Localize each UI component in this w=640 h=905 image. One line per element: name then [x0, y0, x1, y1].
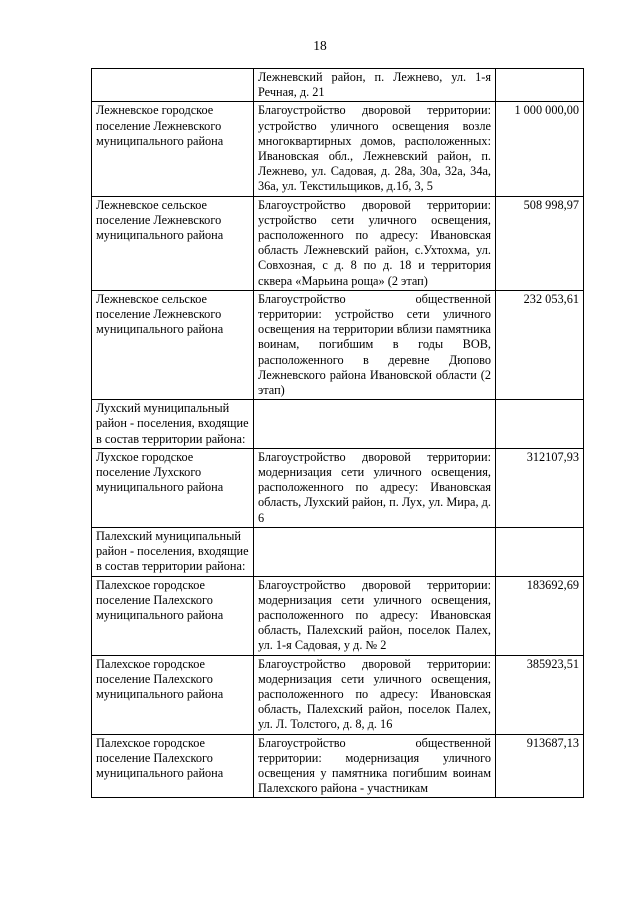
description-cell: Благоустройство дворовой территории: модернизация сети уличного освещения, расположенного по адресу: Ивановская область, Палехский район, поселок Палех, ул. 1-я Садовая, у д. № 2: [254, 576, 496, 655]
amount-cell: [496, 69, 584, 102]
region-cell: Лухское городское поселение Лухского муниципального района: [92, 448, 254, 527]
description-cell: Лежневский район, п. Лежнево, ул. 1-я Речная, д. 21: [254, 69, 496, 102]
table-row: [92, 290, 584, 399]
table-row: [92, 400, 584, 449]
region-cell: Лежневское сельское поселение Лежневского муниципального района: [92, 290, 254, 399]
table-row: [92, 576, 584, 655]
amount-cell: [496, 400, 584, 449]
description-cell: Благоустройство общественной территории: модернизация уличного освещения у памятника погибшим воинам Палехского района - участникам: [254, 734, 496, 798]
region-cell: Палехское городское поселение Палехского муниципального района: [92, 576, 254, 655]
amount-cell: [496, 527, 584, 576]
amount-cell: 1 000 000,00: [496, 102, 584, 196]
amount-cell: 232 053,61: [496, 290, 584, 399]
funding-table: [91, 68, 584, 798]
table-row: [92, 102, 584, 196]
description-cell: Благоустройство дворовой территории: устройство уличного освещения возле многоквартирных домов, расположенных: Ивановская обл., Лежневский район, п. Лежнево, ул. Садовая, д. 28а, 30а, 32а, 34а, 36а, ул. Текстильщиков, д.1б, 3, 5: [254, 102, 496, 196]
table-row: [92, 196, 584, 290]
amount-cell: 183692,69: [496, 576, 584, 655]
amount-cell: 508 998,97: [496, 196, 584, 290]
amount-cell: 913687,13: [496, 734, 584, 798]
table-row: [92, 527, 584, 576]
region-cell: Лежневское сельское поселение Лежневского муниципального района: [92, 196, 254, 290]
table-row: [92, 69, 584, 102]
description-cell: [254, 527, 496, 576]
description-cell: Благоустройство дворовой территории: модернизация сети уличного освещения, расположенного по адресу: Ивановская область, Палехский район, поселок Палех, ул. Л. Толстого, д. 8, д. 16: [254, 655, 496, 734]
amount-cell: 312107,93: [496, 448, 584, 527]
region-cell: [92, 69, 254, 102]
region-cell: Лежневское городское поселение Лежневского муниципального района: [92, 102, 254, 196]
region-cell: Лухский муниципальный район - поселения, входящие в состав территории района:: [92, 400, 254, 449]
description-cell: Благоустройство дворовой территории: устройство сети уличного освещения, расположенного по адресу: Ивановская область Лежневский район, с.Ухтохма, ул. Совхозная, с д. 8 по д. 18 и территория сквера «Марьина роща» (2 этап): [254, 196, 496, 290]
page-number: 18: [313, 38, 327, 53]
description-cell: Благоустройство общественной территории: устройство сети уличного освещения на территории вблизи памятника воинам, погибшим в годы ВОВ, расположенного в деревне Дюпово Лежневского района Ивановской области (2 этап): [254, 290, 496, 399]
region-cell: Палехский муниципальный район - поселения, входящие в состав территории района:: [92, 527, 254, 576]
description-cell: Благоустройство дворовой территории: модернизация сети уличного освещения, расположенного по адресу: Ивановская область, Лухский район, п. Лух, ул. Мира, д. 6: [254, 448, 496, 527]
table-row: [92, 655, 584, 734]
region-cell: Палехское городское поселение Палехского муниципального района: [92, 734, 254, 798]
table-row: [92, 448, 584, 527]
table-row: [92, 734, 584, 798]
region-cell: Палехское городское поселение Палехского муниципального района: [92, 655, 254, 734]
description-cell: [254, 400, 496, 449]
amount-cell: 385923,51: [496, 655, 584, 734]
